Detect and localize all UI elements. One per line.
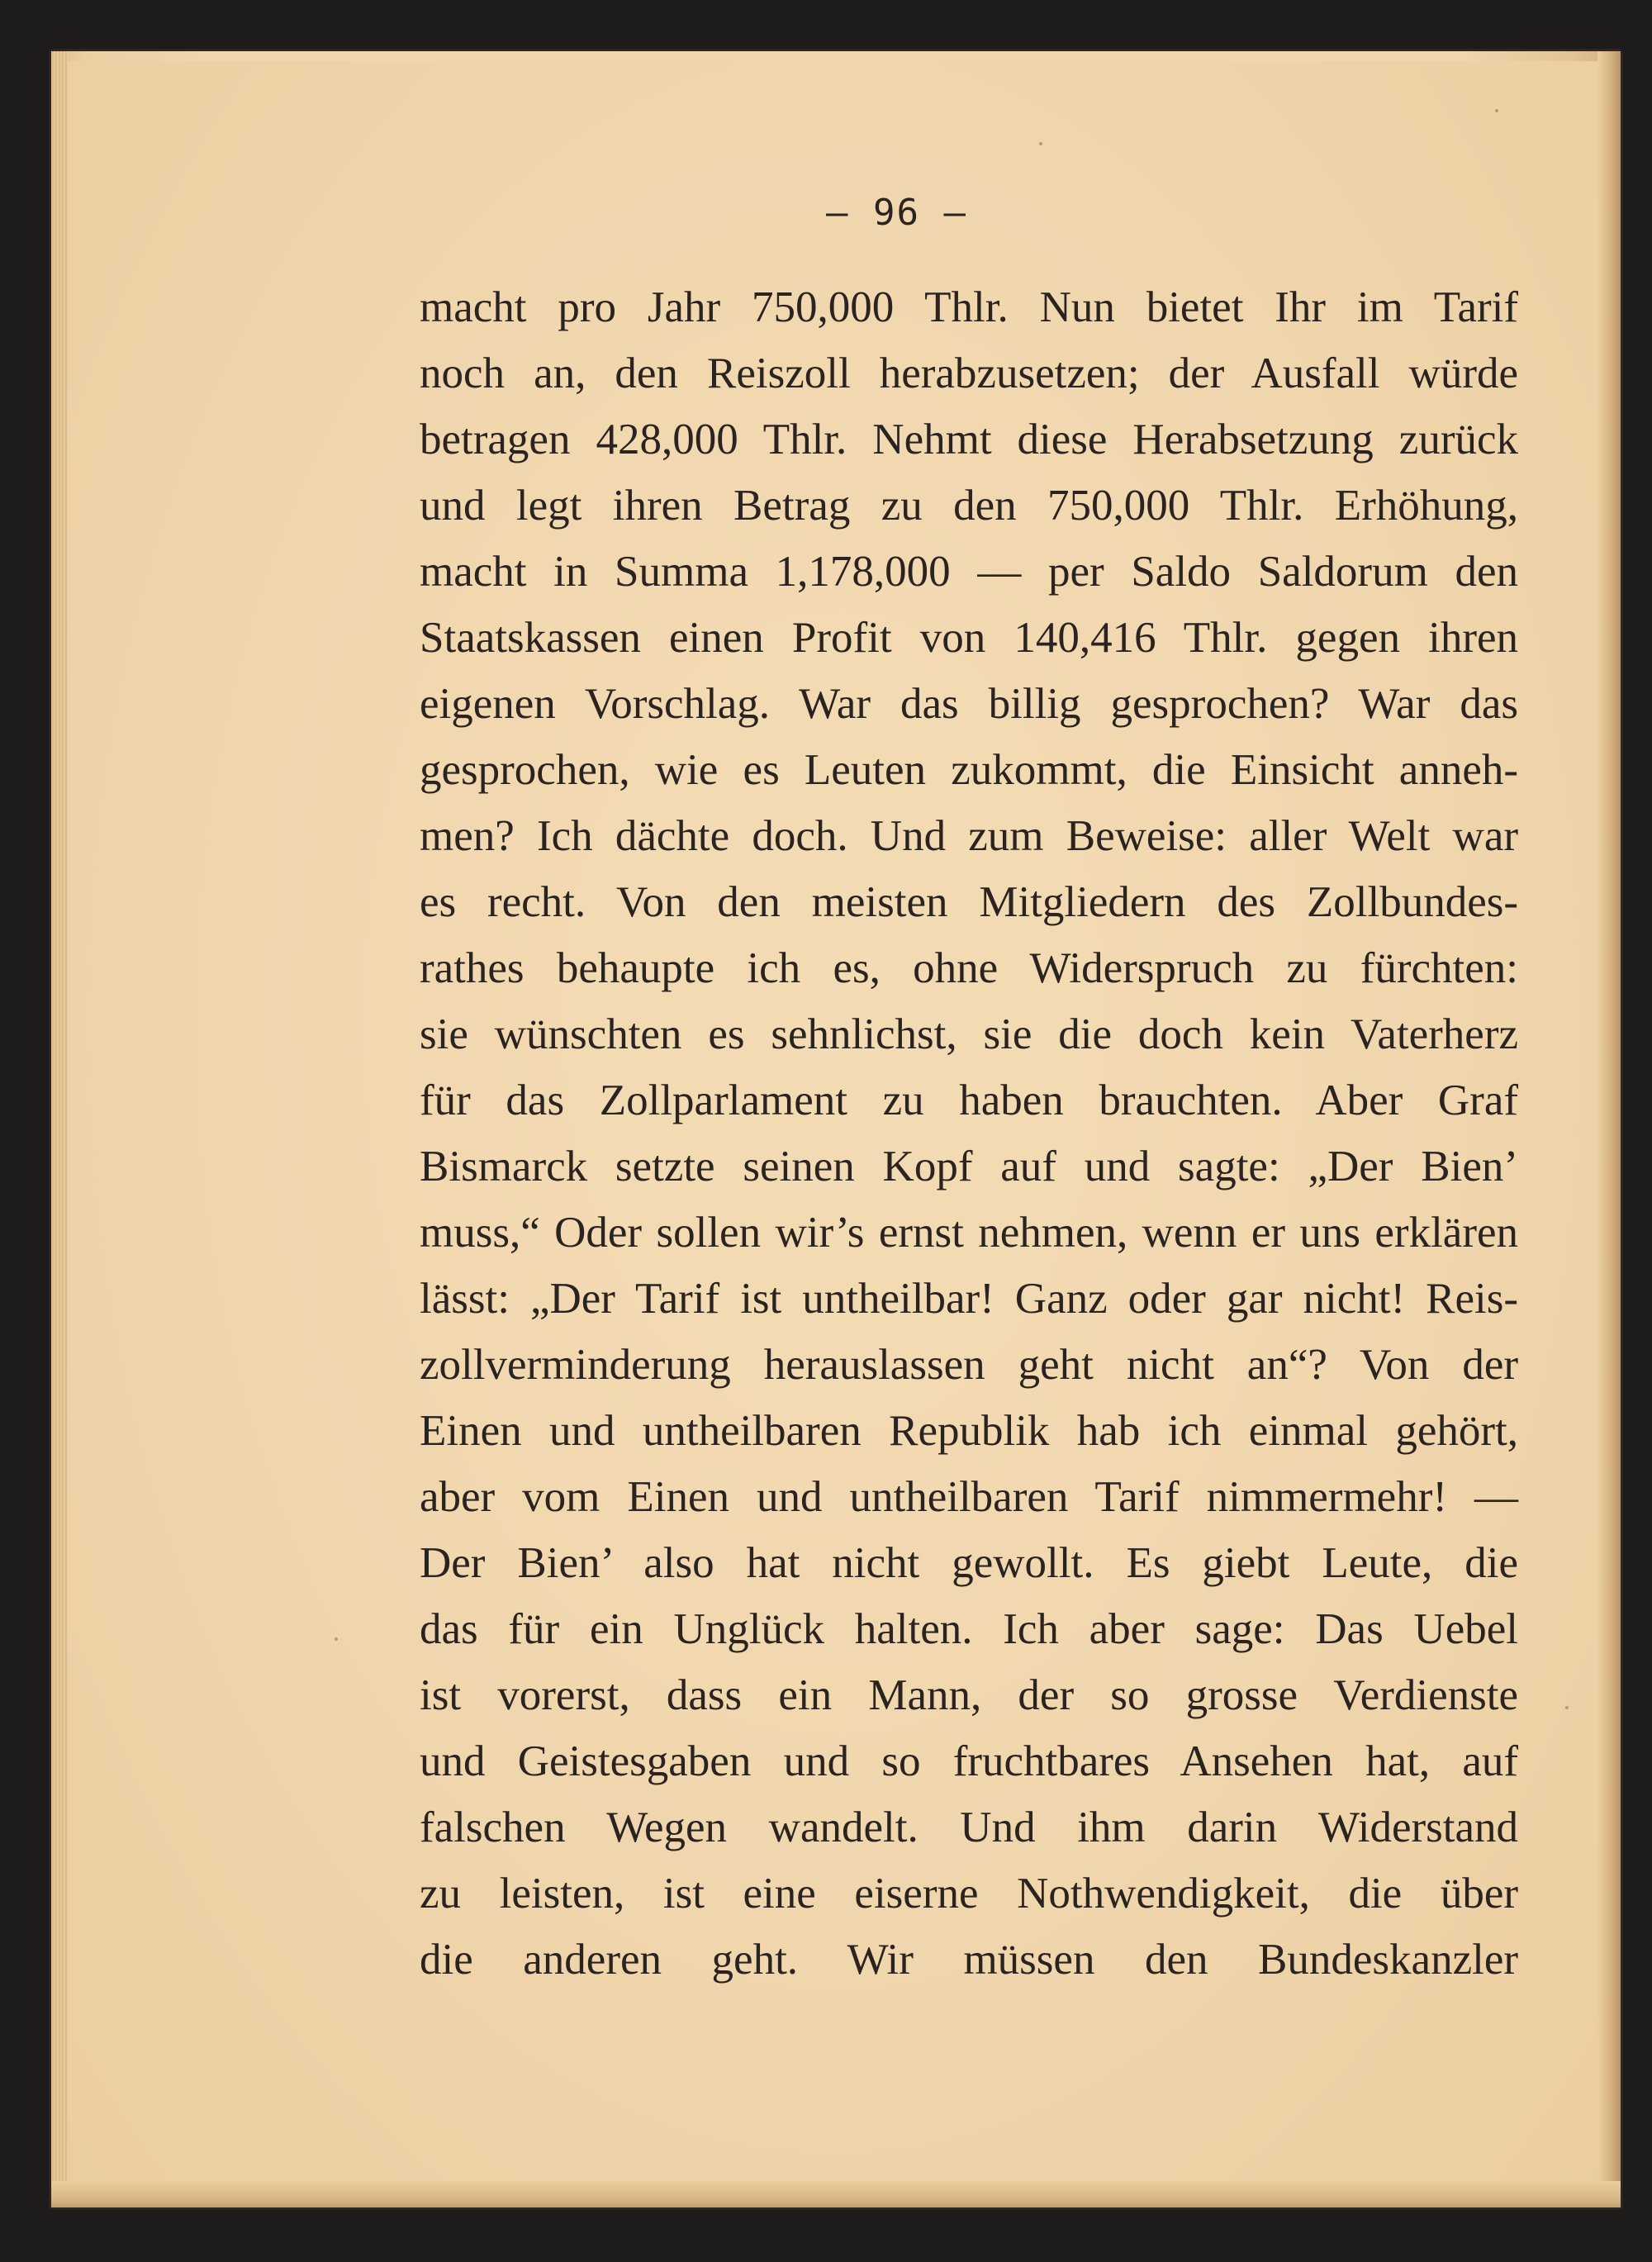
text-line: es recht. Von den meisten Mitgliedern des Zollbundes- (420, 878, 1518, 926)
text-line: betragen 428,000 Thlr. Nehmt diese Herabsetzung zurück (420, 416, 1518, 463)
text-line: das für ein Unglück halten. Ich aber sage: Das Uebel (420, 1605, 1518, 1653)
text-line: lässt: „Der Tarif ist untheilbar! Ganz oder gar nicht! Reis- (420, 1275, 1518, 1323)
text-line: zu leisten, ist eine eiserne Nothwendigkeit, die über (420, 1870, 1518, 1917)
text-line: men? Ich dächte doch. Und zum Beweise: aller Welt war (420, 812, 1518, 860)
text-line: Staatskassen einen Profit von 140,416 Thlr. gegen ihren (420, 614, 1518, 662)
text-line: zollverminderung herauslassen geht nicht an“? Von der (420, 1341, 1518, 1389)
text-line: muss,“ Oder sollen wir’s ernst nehmen, wenn er uns erklären (420, 1209, 1518, 1257)
text-line: und legt ihren Betrag zu den 750,000 Thlr. Erhöhung, (420, 482, 1518, 530)
text-line: rathes behaupte ich es, ohne Widerspruch zu fürchten: (420, 944, 1518, 992)
text-line: Der Bien’ also hat nicht gewollt. Es giebt Leute, die (420, 1539, 1518, 1587)
body-text (420, 274, 1518, 1993)
text-line: gesprochen, wie es Leuten zukommt, die Einsicht anneh- (420, 746, 1518, 794)
paper-speck (335, 1637, 338, 1641)
page-right-edge (1597, 51, 1621, 2207)
paper-speck (1039, 142, 1042, 145)
text-line: Einen und untheilbaren Republik hab ich einmal gehört, (420, 1407, 1518, 1455)
text-line: noch an, den Reiszoll herabzusetzen; der Ausfall würde (420, 349, 1518, 397)
page-bottom-edge (51, 2181, 1621, 2207)
text-line: aber vom Einen und untheilbaren Tarif nimmermehr! — (420, 1473, 1518, 1521)
paper-speck (1495, 109, 1498, 112)
text-line: falschen Wegen wandelt. Und ihm darin Widerstand (420, 1803, 1518, 1851)
text-line: sie wünschten es sehnlichst, sie die doch kein Vaterherz (420, 1010, 1518, 1058)
page-gutter (51, 51, 68, 2207)
text-line: und Geistesgaben und so fruchtbares Ansehen hat, auf (420, 1737, 1518, 1785)
text-line: macht pro Jahr 750,000 Thlr. Nun bietet Ihr im Tarif (420, 283, 1518, 331)
text-line: die anderen geht. Wir müssen den Bundeskanzler (420, 1936, 1518, 1984)
text-line: Bismarck setzte seinen Kopf auf und sagte: „Der Bien’ (420, 1143, 1518, 1190)
text-line: für das Zollparlament zu haben brauchten. Aber Graf (420, 1076, 1518, 1124)
paper-speck (1565, 1706, 1569, 1709)
text-line: macht in Summa 1,178,000 — per Saldo Saldorum den (420, 548, 1518, 596)
text-line: ist vorerst, dass ein Mann, der so grosse Verdienste (420, 1671, 1518, 1719)
page-number: — 96 — (826, 192, 967, 234)
text-line: eigenen Vorschlag. War das billig gesprochen? War das (420, 680, 1518, 728)
